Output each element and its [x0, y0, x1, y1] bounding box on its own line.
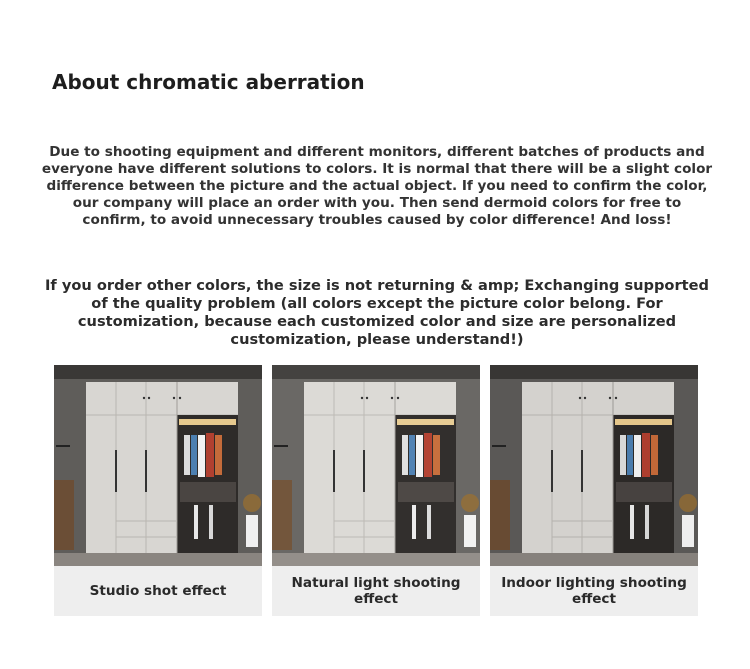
wardrobe-card-indoor-lighting — [490, 365, 698, 616]
custom-order-notice: If you order other colors, the size is not returning & amp; Exchanging supported of the quality problem (all colors except the picture color belong. For customization, because each customized color and size are personalized customization, please understand!) — [45, 277, 709, 348]
card-caption: Indoor lighting shooting effect — [501, 575, 687, 607]
wardrobe-photo — [54, 365, 262, 566]
card-caption: Studio shot effect — [89, 583, 227, 599]
wardrobe-photo — [272, 365, 480, 566]
wardrobe-card-studio — [54, 365, 262, 616]
page-title: About chromatic aberration — [52, 70, 365, 94]
wardrobe-photo — [490, 365, 698, 566]
color-difference-notice: Due to shooting equipment and different monitors, different batches of products and everyone have different solutions to colors. It is normal that there will be a slight color difference between the picture and the actual object. If you need to confirm the color, our company will place an order with you. Then send dermoid colors for free to confirm, to avoid unnecessary troubles caused by color difference! And loss! — [41, 144, 713, 228]
card-caption: Natural light shooting effect — [291, 575, 461, 607]
wardrobe-card-natural-light — [272, 365, 480, 616]
